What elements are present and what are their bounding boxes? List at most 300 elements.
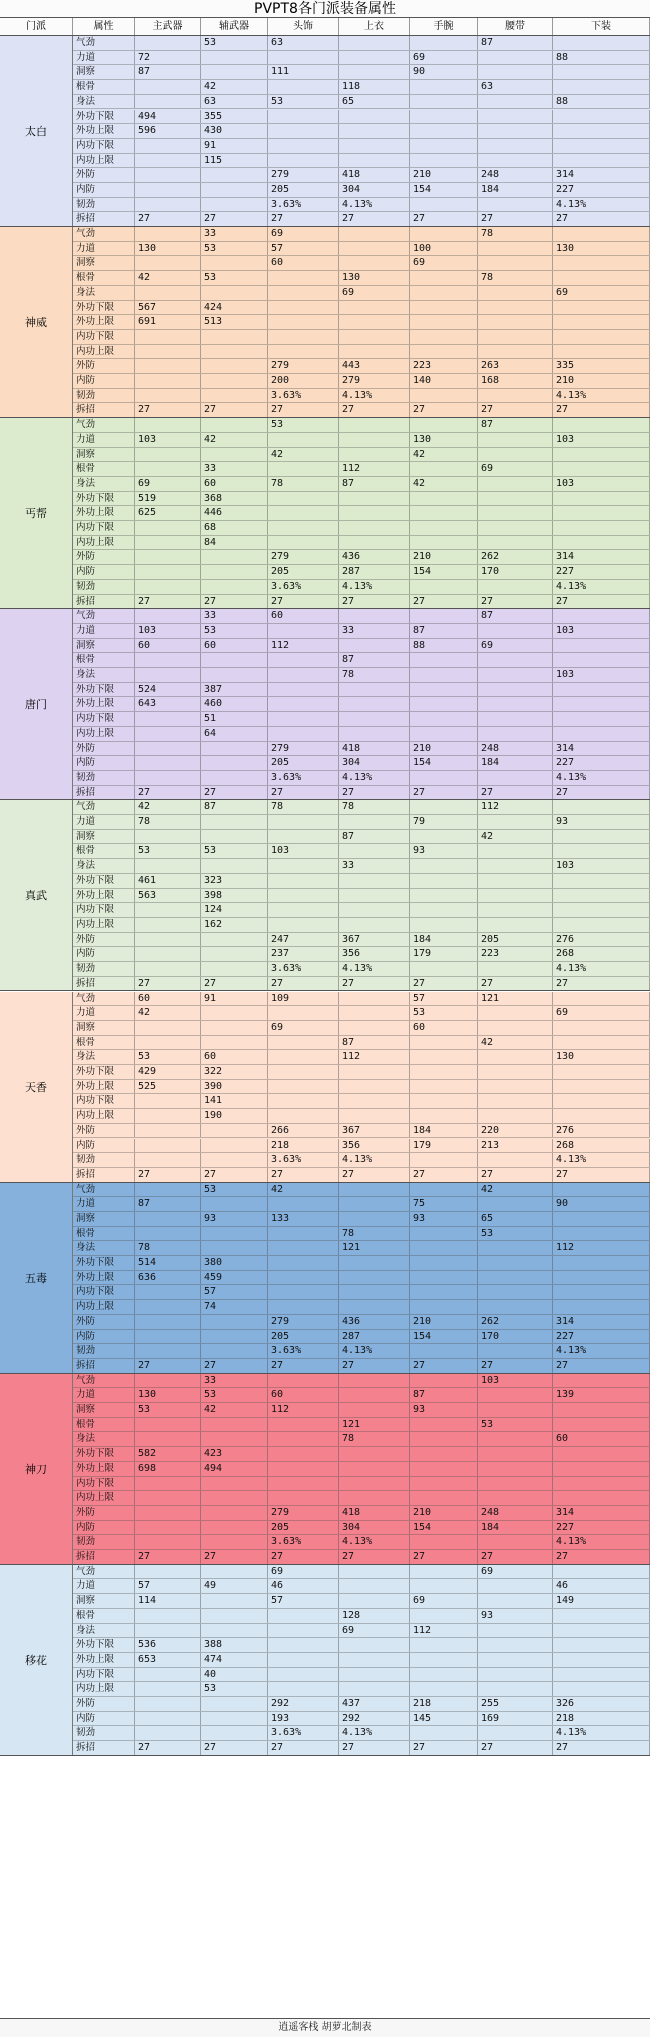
value-cell (201, 374, 268, 388)
value-cell: 112 (268, 1403, 339, 1417)
value-cell: 130 (339, 271, 410, 285)
table-row (73, 1168, 650, 1183)
value-cell (135, 198, 201, 212)
value-cell (553, 1682, 650, 1696)
value-cell (201, 550, 268, 564)
value-cell: 27 (478, 595, 553, 609)
attr-label: 外功下限 (73, 301, 135, 315)
value-cell (553, 345, 650, 359)
value-cell (410, 95, 478, 109)
value-cell: 210 (553, 374, 650, 388)
value-cell (201, 183, 268, 197)
value-cell: 4.13% (339, 1153, 410, 1167)
value-cell (478, 815, 553, 829)
table-row (73, 1065, 650, 1080)
sect-name: 丐帮 (0, 418, 73, 608)
value-cell (268, 918, 339, 932)
value-cell: 42 (201, 1403, 268, 1417)
value-cell (478, 256, 553, 270)
attr-label: 韧劲 (73, 1344, 135, 1358)
value-cell (478, 653, 553, 667)
value-cell (553, 918, 650, 932)
value-cell (478, 1638, 553, 1652)
value-cell: 53 (201, 1183, 268, 1197)
value-cell: 356 (339, 1139, 410, 1153)
sect-block (0, 36, 650, 227)
value-cell: 423 (201, 1447, 268, 1461)
value-cell (410, 1462, 478, 1476)
table-row (73, 359, 650, 374)
value-cell: 398 (201, 889, 268, 903)
value-cell: 524 (135, 683, 201, 697)
value-cell (135, 1036, 201, 1050)
value-cell: 33 (201, 609, 268, 623)
attr-label: 外防 (73, 742, 135, 756)
attr-label: 韧劲 (73, 771, 135, 785)
value-cell (268, 1094, 339, 1108)
value-cell: 42 (410, 448, 478, 462)
attr-label: 根骨 (73, 80, 135, 94)
value-cell: 53 (135, 844, 201, 858)
value-cell: 4.13% (553, 962, 650, 976)
value-cell: 60 (201, 639, 268, 653)
value-cell: 4.13% (339, 198, 410, 212)
value-cell (135, 1124, 201, 1138)
value-cell: 418 (339, 742, 410, 756)
attr-label: 内功下限 (73, 712, 135, 726)
value-cell: 474 (201, 1653, 268, 1667)
value-cell: 436 (339, 1315, 410, 1329)
value-cell: 418 (339, 168, 410, 182)
value-cell (478, 1594, 553, 1608)
value-cell (553, 330, 650, 344)
sect-block (0, 418, 650, 609)
value-cell: 27 (410, 403, 478, 417)
value-cell: 27 (478, 212, 553, 226)
table-row (73, 183, 650, 198)
value-cell (135, 1300, 201, 1314)
value-cell: 519 (135, 492, 201, 506)
value-cell: 179 (410, 1139, 478, 1153)
value-cell (478, 301, 553, 315)
value-cell (478, 506, 553, 520)
value-cell (201, 345, 268, 359)
value-cell (553, 1256, 650, 1270)
value-cell: 4.13% (553, 1344, 650, 1358)
value-cell: 314 (553, 168, 650, 182)
value-cell (553, 36, 650, 50)
value-cell (553, 301, 650, 315)
value-cell (268, 345, 339, 359)
value-cell (339, 683, 410, 697)
value-cell: 42 (268, 1183, 339, 1197)
attr-label: 内功上限 (73, 1491, 135, 1505)
value-cell (268, 1036, 339, 1050)
value-cell: 57 (268, 242, 339, 256)
table-row (73, 492, 650, 507)
value-cell (268, 271, 339, 285)
value-cell: 133 (268, 1212, 339, 1226)
value-cell (135, 903, 201, 917)
value-cell (478, 727, 553, 741)
value-cell: 27 (201, 977, 268, 991)
value-cell (553, 1271, 650, 1285)
value-cell: 51 (201, 712, 268, 726)
value-cell (478, 286, 553, 300)
value-cell: 262 (478, 1315, 553, 1329)
value-cell (410, 1065, 478, 1079)
table-row (73, 639, 650, 654)
attr-label: 韧劲 (73, 580, 135, 594)
value-cell: 190 (201, 1109, 268, 1123)
table-row (73, 1006, 650, 1021)
value-cell: 184 (410, 933, 478, 947)
attr-label: 洞察 (73, 1212, 135, 1226)
value-cell: 40 (201, 1668, 268, 1682)
value-cell (135, 374, 201, 388)
value-cell: 103 (553, 668, 650, 682)
value-cell: 27 (478, 1550, 553, 1564)
value-cell (201, 830, 268, 844)
attr-label: 身法 (73, 1241, 135, 1255)
value-cell (553, 727, 650, 741)
value-cell: 87 (478, 36, 553, 50)
value-cell (339, 448, 410, 462)
value-cell: 27 (135, 403, 201, 417)
attr-label: 内功上限 (73, 345, 135, 359)
value-cell: 91 (201, 139, 268, 153)
value-cell: 27 (553, 212, 650, 226)
value-cell (553, 1462, 650, 1476)
value-cell (135, 1712, 201, 1726)
value-cell: 3.63% (268, 1344, 339, 1358)
value-cell: 653 (135, 1653, 201, 1667)
value-cell: 213 (478, 1139, 553, 1153)
table-row (73, 256, 650, 271)
value-cell: 3.63% (268, 962, 339, 976)
value-cell (135, 918, 201, 932)
table-row (73, 1021, 650, 1036)
table-row (73, 1609, 650, 1624)
attr-label: 身法 (73, 286, 135, 300)
value-cell (478, 874, 553, 888)
value-cell: 27 (268, 786, 339, 800)
value-cell: 57 (410, 992, 478, 1006)
value-cell: 27 (553, 977, 650, 991)
value-cell: 154 (410, 1330, 478, 1344)
value-cell (135, 183, 201, 197)
value-cell (268, 1065, 339, 1079)
value-cell (478, 1050, 553, 1064)
table-row (73, 624, 650, 639)
attr-label: 根骨 (73, 1609, 135, 1623)
value-cell (478, 1285, 553, 1299)
value-cell (339, 1094, 410, 1108)
value-cell: 4.13% (339, 771, 410, 785)
table-row (73, 653, 650, 668)
table-row (73, 1682, 650, 1697)
value-cell (339, 712, 410, 726)
value-cell (135, 1139, 201, 1153)
value-cell (268, 903, 339, 917)
value-cell (268, 1271, 339, 1285)
value-cell: 279 (268, 550, 339, 564)
table-row (73, 1550, 650, 1565)
value-cell: 69 (553, 1006, 650, 1020)
value-cell (135, 1374, 201, 1388)
value-cell: 69 (268, 1565, 339, 1579)
value-cell (135, 345, 201, 359)
value-cell: 118 (339, 80, 410, 94)
value-cell: 279 (268, 1315, 339, 1329)
value-cell: 111 (268, 65, 339, 79)
value-cell: 114 (135, 1594, 201, 1608)
value-cell: 200 (268, 374, 339, 388)
sect-name: 神威 (0, 227, 73, 417)
attr-label: 身法 (73, 859, 135, 873)
value-cell: 53 (201, 271, 268, 285)
value-cell (135, 1109, 201, 1123)
table-row (73, 1285, 650, 1300)
value-cell (553, 110, 650, 124)
value-cell (478, 1080, 553, 1094)
value-cell (339, 639, 410, 653)
sect-name: 天香 (0, 992, 73, 1182)
table-row (73, 315, 650, 330)
attr-label: 根骨 (73, 462, 135, 476)
value-cell (268, 1080, 339, 1094)
value-cell (410, 315, 478, 329)
value-cell: 69 (339, 1624, 410, 1638)
value-cell (201, 1241, 268, 1255)
table-row (73, 815, 650, 830)
value-cell: 65 (478, 1212, 553, 1226)
value-cell (339, 1447, 410, 1461)
value-cell (268, 859, 339, 873)
value-cell: 184 (478, 756, 553, 770)
value-cell (478, 1344, 553, 1358)
value-cell (410, 668, 478, 682)
value-cell: 227 (553, 756, 650, 770)
value-cell (553, 1227, 650, 1241)
value-cell: 27 (268, 403, 339, 417)
value-cell: 69 (135, 477, 201, 491)
header-cell: 手腕 (410, 18, 478, 35)
value-cell: 27 (201, 1741, 268, 1755)
value-cell (553, 712, 650, 726)
value-cell (268, 1227, 339, 1241)
value-cell (478, 51, 553, 65)
value-cell (410, 1535, 478, 1549)
value-cell (339, 301, 410, 315)
value-cell: 42 (201, 433, 268, 447)
value-cell: 27 (339, 403, 410, 417)
value-cell (339, 874, 410, 888)
value-cell (410, 1094, 478, 1108)
value-cell (410, 1447, 478, 1461)
value-cell (339, 1403, 410, 1417)
table-row (73, 477, 650, 492)
value-cell: 87 (201, 800, 268, 814)
value-cell: 170 (478, 1330, 553, 1344)
value-cell: 27 (201, 1168, 268, 1182)
table-row (73, 374, 650, 389)
attr-label: 洞察 (73, 1021, 135, 1035)
table-row (73, 198, 650, 213)
value-cell (478, 1682, 553, 1696)
value-cell (268, 727, 339, 741)
table-row (73, 844, 650, 859)
value-cell: 93 (410, 1212, 478, 1226)
value-cell (339, 1285, 410, 1299)
value-cell (478, 65, 553, 79)
value-cell (553, 1403, 650, 1417)
table-row (73, 1712, 650, 1727)
value-cell (339, 1197, 410, 1211)
value-cell: 42 (268, 448, 339, 462)
value-cell (135, 1418, 201, 1432)
value-cell (478, 95, 553, 109)
value-cell (410, 301, 478, 315)
value-cell: 121 (339, 1241, 410, 1255)
table-row (73, 1447, 650, 1462)
attr-label: 内防 (73, 374, 135, 388)
value-cell (268, 1197, 339, 1211)
value-cell (478, 1726, 553, 1740)
value-cell (201, 1432, 268, 1446)
value-cell: 27 (268, 1359, 339, 1373)
value-cell: 78 (339, 668, 410, 682)
value-cell: 78 (478, 271, 553, 285)
value-cell (201, 1021, 268, 1035)
value-cell: 323 (201, 874, 268, 888)
table-row (73, 330, 650, 345)
value-cell: 27 (410, 977, 478, 991)
value-cell: 42 (410, 477, 478, 491)
value-cell: 79 (410, 815, 478, 829)
value-cell (410, 271, 478, 285)
value-cell (478, 1477, 553, 1491)
value-cell (339, 1388, 410, 1402)
value-cell (268, 1285, 339, 1299)
value-cell (268, 874, 339, 888)
table-row (73, 992, 650, 1007)
value-cell: 65 (339, 95, 410, 109)
value-cell (478, 859, 553, 873)
value-cell (268, 815, 339, 829)
value-cell (339, 1594, 410, 1608)
table-row (73, 65, 650, 80)
attr-label: 拆招 (73, 595, 135, 609)
value-cell: 57 (201, 1285, 268, 1299)
value-cell: 87 (339, 830, 410, 844)
value-cell: 446 (201, 506, 268, 520)
value-cell (553, 1624, 650, 1638)
value-cell: 57 (268, 1594, 339, 1608)
attr-label: 内功下限 (73, 330, 135, 344)
value-cell: 304 (339, 756, 410, 770)
table-row (73, 1521, 650, 1536)
table-row (73, 462, 650, 477)
attr-label: 外防 (73, 550, 135, 564)
value-cell: 90 (553, 1197, 650, 1211)
value-cell (268, 1006, 339, 1020)
table-row (73, 550, 650, 565)
value-cell: 567 (135, 301, 201, 315)
value-cell (410, 653, 478, 667)
value-cell (478, 1491, 553, 1505)
value-cell: 78 (135, 815, 201, 829)
value-cell (339, 609, 410, 623)
value-cell: 130 (553, 1050, 650, 1064)
value-cell: 64 (201, 727, 268, 741)
table-row (73, 389, 650, 404)
value-cell (410, 462, 478, 476)
value-cell: 100 (410, 242, 478, 256)
header-row (0, 18, 650, 36)
value-cell (268, 830, 339, 844)
attr-label: 力道 (73, 51, 135, 65)
value-cell (553, 1668, 650, 1682)
value-cell (339, 139, 410, 153)
value-cell (268, 1447, 339, 1461)
value-cell: 322 (201, 1065, 268, 1079)
sect-block (0, 227, 650, 418)
value-cell: 4.13% (553, 1535, 650, 1549)
value-cell (135, 1726, 201, 1740)
attr-label: 洞察 (73, 448, 135, 462)
value-cell: 205 (478, 933, 553, 947)
value-cell (339, 1462, 410, 1476)
value-cell: 87 (478, 609, 553, 623)
value-cell: 42 (135, 271, 201, 285)
value-cell (135, 1153, 201, 1167)
value-cell: 112 (410, 1624, 478, 1638)
value-cell (135, 1285, 201, 1299)
value-cell: 27 (201, 1359, 268, 1373)
value-cell: 4.13% (553, 1726, 650, 1740)
value-cell: 130 (135, 242, 201, 256)
header-cell: 辅武器 (201, 18, 268, 35)
value-cell (201, 1315, 268, 1329)
value-cell (410, 580, 478, 594)
value-cell: 53 (201, 36, 268, 50)
table-row (73, 786, 650, 801)
value-cell (553, 506, 650, 520)
value-cell: 33 (339, 859, 410, 873)
value-cell: 368 (201, 492, 268, 506)
sect-block (0, 992, 650, 1183)
table-row (73, 565, 650, 580)
value-cell: 3.63% (268, 1153, 339, 1167)
table-row (73, 51, 650, 66)
value-cell (268, 624, 339, 638)
value-cell (478, 139, 553, 153)
value-cell: 27 (201, 1550, 268, 1564)
value-cell (339, 51, 410, 65)
value-cell (553, 315, 650, 329)
table-row (73, 418, 650, 433)
value-cell (135, 1565, 201, 1579)
attr-label: 气劲 (73, 418, 135, 432)
value-cell (201, 1006, 268, 1020)
value-cell (553, 697, 650, 711)
value-cell (339, 330, 410, 344)
value-cell: 27 (410, 595, 478, 609)
table-row (73, 1388, 650, 1403)
value-cell (201, 1712, 268, 1726)
value-cell: 218 (553, 1712, 650, 1726)
